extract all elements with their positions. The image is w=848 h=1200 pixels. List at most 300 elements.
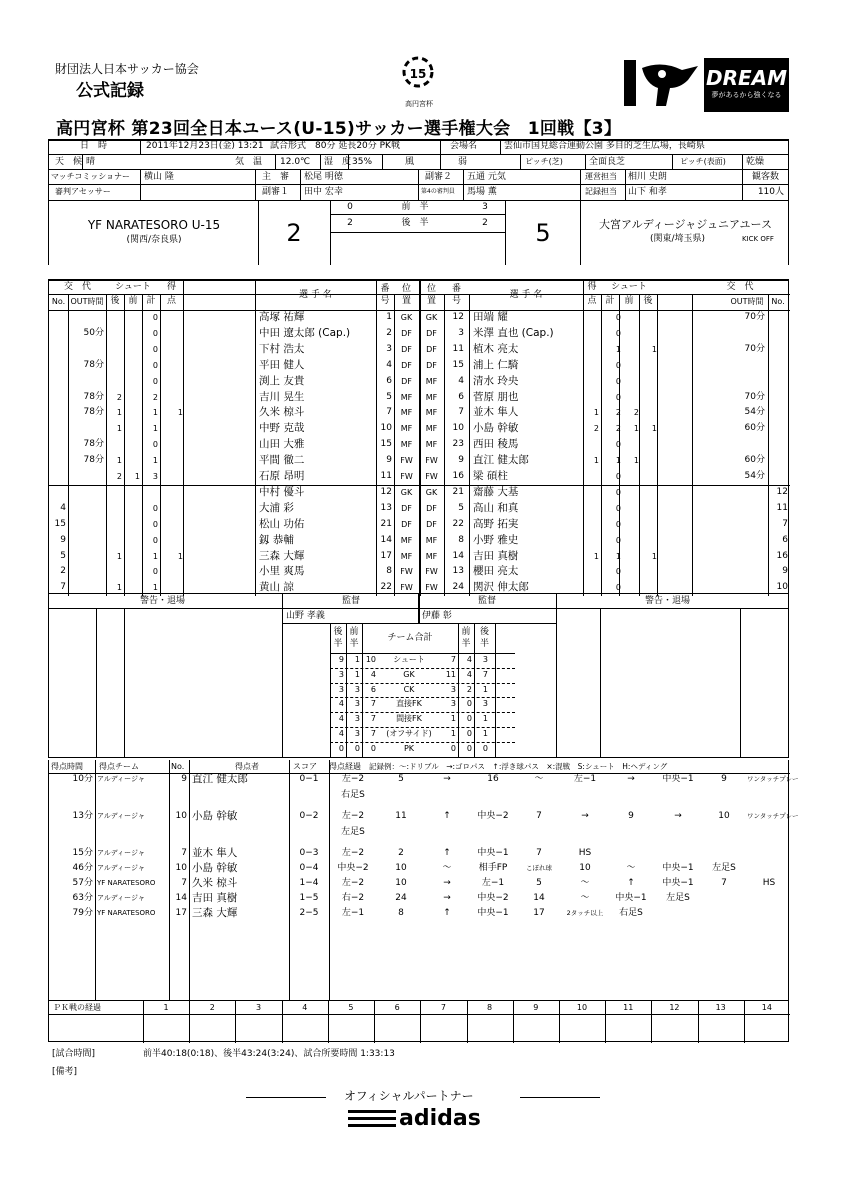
home-num-header: 番 <box>380 284 390 294</box>
home-shots-total: 0 <box>152 360 158 370</box>
totals-home-total: 7 <box>370 699 376 709</box>
away-sub-time: 70分 <box>744 343 765 354</box>
away-player-pos: GK <box>425 487 438 497</box>
temp-label: 気 温 <box>235 157 263 167</box>
away-shots-total: 0 <box>615 567 621 577</box>
home-shots-total: 0 <box>152 328 158 338</box>
totals-home-total: 4 <box>370 669 376 679</box>
away-sub-time: 54分 <box>744 407 765 418</box>
totals-away-total: 0 <box>450 743 456 753</box>
totals-away-1h: 0 <box>466 729 472 738</box>
goal-sequence-item: 相手FP <box>478 863 508 873</box>
recorder-label: 記録担当 <box>585 187 617 196</box>
goal-sequence-item: ↑ <box>443 908 451 918</box>
goal-time: 63分 <box>72 893 93 903</box>
home-player-num: 2 <box>386 327 392 338</box>
away-player-name: 梁 碩柱 <box>473 470 508 482</box>
home-player-name: 小里 爽馬 <box>259 565 305 578</box>
home-player-name: 吉川 晃生 <box>259 390 305 403</box>
totals-1h-header: 前 <box>349 627 359 637</box>
goal-sequence-item: 左足S <box>341 827 365 837</box>
totals-away-2h: 3 <box>482 655 488 664</box>
goal-sequence-item: ～ <box>534 774 544 784</box>
goal-scorer: 直江 健太郎 <box>192 773 248 785</box>
totals-away-1h: 4 <box>466 669 472 679</box>
ar1-value: 田中 宏幸 <box>304 187 343 197</box>
goal-player-no: 7 <box>181 878 187 888</box>
totals-home-2h: 3 <box>338 669 344 679</box>
totals-row-label: PK <box>403 743 415 753</box>
goal-score: 0−4 <box>299 863 319 873</box>
away-player-name: 菅原 朋也 <box>473 390 519 403</box>
home-shots-header: シュート <box>115 282 151 292</box>
home-player-row <box>49 485 419 501</box>
org-name: 財団法人日本サッカー協会 <box>55 62 199 76</box>
goal-sequence-item: 中央−1 <box>662 863 694 873</box>
home-player-row <box>49 421 419 437</box>
home-player-num: 8 <box>386 566 392 577</box>
totals-2h-header: 後 <box>333 627 343 637</box>
totals-away-total: 11 <box>445 669 456 679</box>
home-player-num: 7 <box>386 407 392 418</box>
home-player-row <box>49 469 419 485</box>
ops-label: 運営担当 <box>585 172 617 181</box>
away-shots-total: 1 <box>615 344 621 354</box>
home-shots-2h: 1 <box>116 408 122 418</box>
home-shots-total: 1 <box>152 408 158 418</box>
home-player-row <box>49 533 419 549</box>
away-shots-1h: 1 <box>633 456 639 466</box>
goal-team: アルディージャ <box>97 864 145 872</box>
goal-sequence-item: 10 <box>718 811 730 821</box>
home-player-row <box>49 310 419 326</box>
totals-away-total: 3 <box>450 684 456 694</box>
home-sub-time: 78分 <box>83 455 104 466</box>
home-player-pos: DF <box>401 376 412 386</box>
home-player-pos: MF <box>400 392 413 402</box>
home-player-pos: FW <box>400 472 413 481</box>
home-player-row <box>49 517 419 533</box>
away-player-pos: MF <box>425 392 438 402</box>
wind-value: 弱 <box>458 157 468 167</box>
date-label: 日 時 <box>80 141 108 151</box>
away-pos-header-2: 置 <box>426 296 436 306</box>
away-goals: 1 <box>593 408 599 418</box>
home-shots-total: 0 <box>152 519 158 529</box>
home-player-name: 山田 大雅 <box>259 438 305 451</box>
goal-scorer: 吉田 真樹 <box>192 892 238 904</box>
goal-sequence-item: 左−2 <box>341 774 365 784</box>
cards-label-home: 警告・退場 <box>140 596 186 606</box>
away-shots-total: 0 <box>615 519 621 529</box>
goal-sequence-item: 5 <box>536 878 542 888</box>
home-shots-total: 0 <box>152 440 158 450</box>
home-shots-2h: 1 <box>116 456 122 466</box>
away-shots-total: 1 <box>615 551 621 561</box>
goal-player-no: 10 <box>175 811 187 821</box>
away-sub-no: 12 <box>776 486 788 497</box>
fourth-label: 第4の審判員 <box>421 188 455 195</box>
home-player-num: 15 <box>380 439 392 450</box>
referee-label: 主 審 <box>262 172 290 182</box>
away-sub-no: 6 <box>782 534 788 545</box>
fourth-value: 馬場 薫 <box>467 187 497 197</box>
goal-sequence-item: HS <box>762 878 776 888</box>
goal-time-header: 得点時間 <box>51 762 83 771</box>
away-player-name: 櫻田 亮太 <box>473 565 519 578</box>
away-pos-header: 位 <box>426 284 436 294</box>
home-shots-1h-header: 前 <box>128 296 138 306</box>
home-shots-total: 0 <box>152 567 158 577</box>
home-sub-no: 2 <box>60 566 66 577</box>
totals-home-2h: 3 <box>338 684 344 694</box>
totals-home-total: 7 <box>370 714 376 724</box>
home-sub-time: 78分 <box>83 391 104 402</box>
totals-home-1h: 0 <box>354 743 360 753</box>
away-sub-time: 70分 <box>744 391 765 402</box>
away-player-name: 高山 和真 <box>473 501 519 514</box>
away-player-pos: DF <box>426 360 437 370</box>
totals-home-total: 0 <box>370 743 376 753</box>
home-player-row <box>49 564 419 580</box>
home-player-pos: FW <box>400 456 413 466</box>
home-player-name: 渕上 友貴 <box>259 374 305 387</box>
goal-time: 46分 <box>72 863 93 873</box>
goal-sequence-item: 中央−2 <box>477 893 509 903</box>
goal-team: YF NARATESORO <box>97 909 156 917</box>
away-shots-1h: 1 <box>633 424 639 434</box>
home-team-region: (関西/奈良県) <box>126 235 182 245</box>
away-player-name: 小野 雅史 <box>473 533 519 546</box>
away-goals: 1 <box>593 551 599 561</box>
humidity-value: 35% <box>352 157 373 167</box>
pitch-surface-label: ピッチ(表面) <box>680 157 726 166</box>
away-player-num: 3 <box>458 327 464 338</box>
totals-away-1h: 0 <box>466 714 472 724</box>
away-player-name: 清水 玲央 <box>473 374 519 387</box>
home-player-name: 平間 徹二 <box>259 454 305 467</box>
home-sub-time: 78分 <box>83 439 104 450</box>
home-player-num: 12 <box>380 486 392 497</box>
wind-label: 風 <box>405 157 415 167</box>
home-shots-1h: 1 <box>134 472 140 481</box>
home-shots-total: 1 <box>152 551 158 561</box>
away-player-pos: DF <box>426 328 437 338</box>
goal-time: 15分 <box>72 848 93 858</box>
away-player-name: 直江 健太郎 <box>473 454 529 467</box>
svg-text:15: 15 <box>409 67 427 81</box>
home-player-name: 釼 恭輔 <box>259 533 294 546</box>
goal-sequence-item: 左−2 <box>341 848 365 858</box>
goal-no-header: No. <box>171 762 185 771</box>
totals-away-total: 7 <box>450 655 456 664</box>
home-shots-total: 0 <box>152 503 158 513</box>
home-player-name: 中田 遼太郎 (Cap.) <box>259 326 351 339</box>
home-player-pos: FW <box>400 567 413 577</box>
totals-away-2h: 1 <box>482 729 488 738</box>
goal-process-header: 得点経過 <box>329 762 361 771</box>
totals-away-2h-header: 後 <box>479 627 489 637</box>
away-shots-total: 0 <box>615 313 621 322</box>
goal-sequence-item: → <box>443 893 451 903</box>
home-coach-label: 監督 <box>342 596 361 606</box>
away-player-pos: DF <box>426 344 437 354</box>
away-out-time-header: OUT時間 <box>730 297 764 306</box>
commissioner-value: 横山 隆 <box>144 172 174 182</box>
home-player-name: 松山 功佑 <box>259 517 305 530</box>
half1-label: 前 半 <box>401 202 429 212</box>
goal-sequence-item: → <box>443 774 451 784</box>
away-team-region: (関東/埼玉県) <box>650 234 706 244</box>
home-no-header: No. <box>51 297 66 306</box>
totals-away-2h: 3 <box>482 699 488 709</box>
goal-score: 1−4 <box>299 878 319 888</box>
pk-column: 14 <box>761 1003 772 1012</box>
weather-label: 天 候 <box>55 157 83 167</box>
away-shots-total-header: 計 <box>605 296 615 306</box>
away-sub-no: 10 <box>776 582 788 593</box>
home-out-time-header: OUT時間 <box>70 297 104 306</box>
home-shots-2h-header: 後 <box>110 296 120 306</box>
away-shots-total: 0 <box>615 376 621 386</box>
home-player-row <box>49 501 419 517</box>
away-player-name: 小島 幹敏 <box>473 422 519 435</box>
away-player-num: 15 <box>452 359 464 370</box>
venue-value: 雲仙市国見総合運動公園 多目的芝生広場，長崎県 <box>504 141 705 151</box>
pk-column: 3 <box>255 1003 262 1012</box>
goal-sequence-item: 10 <box>395 863 407 873</box>
totals-home-total: 6 <box>370 684 376 694</box>
home-player-pos: MF <box>400 440 413 450</box>
away-player-num: 14 <box>452 550 464 561</box>
goal-sequence-item: 左−1 <box>573 774 597 784</box>
pk-column: 1 <box>163 1003 169 1012</box>
away-goals-header-2: 点 <box>587 296 597 306</box>
goal-sequence-item: ワンタッチプレー <box>747 775 799 783</box>
away-sub-time: 60分 <box>744 423 765 434</box>
format-value: 80分 延長20分 PK戦 <box>315 141 400 151</box>
goal-sequence-item: 5 <box>398 774 404 784</box>
attendance-label: 観客数 <box>752 172 780 182</box>
totals-away-total: 1 <box>450 714 456 724</box>
goal-sequence-item: ↑ <box>627 878 635 888</box>
away-shots-1h-header: 前 <box>624 296 634 306</box>
goal-sequence-item: 11 <box>395 811 407 821</box>
away-player-pos: FW <box>425 472 438 481</box>
home-player-pos: MF <box>400 551 413 561</box>
goal-table <box>48 760 799 1000</box>
goal-sequence-item: ↑ <box>443 848 451 858</box>
away-shots-2h-header: 後 <box>643 296 653 306</box>
goal-sequence-item: → <box>674 811 682 821</box>
adidas-logo-icon <box>348 1108 396 1132</box>
goal-scorer: 三森 大輝 <box>192 907 238 919</box>
weather-value: 晴 <box>86 157 96 167</box>
goal-sequence-item: 7 <box>536 811 542 821</box>
venue-label: 会場名 <box>450 141 478 151</box>
goal-time: 79分 <box>72 908 93 918</box>
away-player-pos: MF <box>425 376 438 386</box>
home-shots-total: 3 <box>152 472 158 481</box>
away-shots-2h: 1 <box>651 344 657 354</box>
goal-team: アルディージャ <box>97 849 145 857</box>
away-player-pos: DF <box>426 519 437 529</box>
home-total-score: 2 <box>286 219 302 247</box>
pk-column: 5 <box>348 1003 354 1012</box>
recorder-value: 山下 和孝 <box>628 187 667 197</box>
totals-row-label: CK <box>403 684 415 694</box>
away-player-num: 12 <box>452 312 464 322</box>
ops-value: 相川 史朗 <box>628 172 667 182</box>
dream-logo: DREAM 夢があるから強くなる <box>704 58 789 112</box>
away-player-num: 23 <box>452 439 464 450</box>
goal-sequence-item: 14 <box>533 893 545 903</box>
away-player-num: 4 <box>458 375 464 386</box>
doc-type: 公式記録 <box>76 81 144 101</box>
away-player-name: 浦上 仁騎 <box>473 358 519 371</box>
cards-label-away: 警告・退場 <box>645 596 691 606</box>
goal-time: 13分 <box>72 811 93 821</box>
totals-home-2h: 4 <box>338 729 344 738</box>
h1-home: 0 <box>347 202 353 212</box>
totals-row-label: 間接FK <box>396 714 422 724</box>
away-goals-header: 得 <box>587 282 597 292</box>
goal-sequence-item: 8 <box>398 908 404 918</box>
goal-score-header: スコア <box>293 762 317 771</box>
totals-home-2h: 0 <box>338 743 344 753</box>
goal-sequence-item: ～ <box>626 863 636 873</box>
away-num-header-2: 号 <box>451 296 461 306</box>
goal-sequence-item: 9 <box>721 774 727 784</box>
goal-sequence-item: 2 <box>398 848 404 858</box>
h1-away: 3 <box>482 202 488 212</box>
home-player-num: 4 <box>386 359 392 370</box>
away-player-num: 24 <box>452 582 464 593</box>
goal-score: 0−1 <box>299 774 319 784</box>
home-sub-no: 9 <box>60 534 66 545</box>
away-player-name: 吉田 真樹 <box>473 549 519 562</box>
away-shots-total: 0 <box>615 503 621 513</box>
goal-sequence-item: こぼれ球 <box>526 864 552 872</box>
away-shots-total: 0 <box>615 392 621 402</box>
pitch-surface-value: 乾燥 <box>746 157 765 167</box>
away-goals: 2 <box>593 424 599 434</box>
away-player-pos: FW <box>425 456 438 466</box>
home-player-num: 21 <box>380 518 392 529</box>
jfa-logo <box>622 58 702 112</box>
goal-time: 10分 <box>72 774 93 784</box>
goal-sequence-item: 17 <box>533 908 545 918</box>
home-shots-total: 1 <box>152 424 158 434</box>
away-coach: 伊藤 彰 <box>422 611 452 621</box>
pitch-value: 全面良芝 <box>589 157 626 167</box>
away-player-name: 関沢 伸太郎 <box>473 581 529 594</box>
away-sub-time: 60分 <box>744 455 765 466</box>
away-num-header: 番 <box>451 284 461 294</box>
goal-sequence-item: 中央−2 <box>477 811 509 821</box>
away-player-num: 13 <box>452 566 464 577</box>
pk-column: 13 <box>715 1003 726 1012</box>
goal-sequence-item: 2タッチ以上 <box>566 909 604 917</box>
home-player-name: 石原 昂明 <box>259 470 305 482</box>
goal-player-no: 7 <box>181 848 187 858</box>
ar2-value: 五通 元気 <box>467 172 506 182</box>
home-player-pos: MF <box>400 408 413 418</box>
goal-sequence-item: 9 <box>628 811 634 821</box>
home-player-name: 黄山 諒 <box>259 581 294 594</box>
attendance-value: 110人 <box>757 187 784 197</box>
partner-label: オフィシャルパートナー <box>344 1089 474 1103</box>
goal-scorer: 並木 隼人 <box>192 847 238 859</box>
tournament-emblem <box>396 54 440 104</box>
kickoff-marker: KICK OFF <box>742 235 774 243</box>
away-shots-2h: 1 <box>651 551 657 561</box>
home-shots-total: 0 <box>152 313 158 322</box>
totals-away-2h: 1 <box>482 714 488 724</box>
away-no-header: No. <box>771 297 785 306</box>
totals-row-label: GK <box>403 669 415 679</box>
format-label: 試合形式 <box>270 141 307 151</box>
half2-label: 後 半 <box>401 218 429 228</box>
totals-home-1h: 3 <box>354 684 360 694</box>
home-goals-header-2: 点 <box>166 296 176 306</box>
home-player-name: 高塚 祐輝 <box>259 311 305 323</box>
totals-home-2h: 4 <box>338 714 344 724</box>
goal-scorer: 小島 幹敏 <box>192 862 238 874</box>
totals-home-2h: 9 <box>338 655 344 664</box>
goal-sequence-item: ↑ <box>443 811 451 821</box>
goal-sequence-item: 24 <box>395 893 407 903</box>
away-shots-total: 0 <box>615 440 621 450</box>
away-player-num: 7 <box>458 407 464 418</box>
goal-sequence-item: 7 <box>536 848 542 858</box>
away-sub-no: 7 <box>782 518 788 529</box>
goal-player-no: 14 <box>175 893 187 903</box>
pitch-label: ピッチ(芝) <box>525 157 563 166</box>
goal-team: アルディージャ <box>97 775 145 783</box>
home-player-num: 17 <box>380 550 392 561</box>
goal-player-no: 9 <box>181 774 187 784</box>
pk-column: 9 <box>533 1003 539 1012</box>
pk-column: 10 <box>576 1003 588 1012</box>
home-shots-2h: 1 <box>116 551 122 561</box>
away-player-header: 選 手 名 <box>509 290 543 300</box>
totals-away-1h: 0 <box>466 699 472 709</box>
goal-scorer: 小島 幹敏 <box>192 810 238 822</box>
totals-away-1h-header: 前 <box>461 627 471 637</box>
home-player-name: 下村 浩太 <box>259 342 305 355</box>
away-shots-total: 0 <box>615 535 621 545</box>
goal-sequence-item: 中央−1 <box>477 848 509 858</box>
home-shots-2h: 1 <box>116 583 122 593</box>
home-player-row <box>49 549 419 565</box>
ar1-label: 副審１ <box>262 187 290 197</box>
home-shots-2h: 2 <box>116 392 122 402</box>
home-sub-header: 交 代 <box>63 282 91 292</box>
home-player-row <box>49 405 419 421</box>
goal-score: 1−5 <box>299 893 319 903</box>
home-shots-2h: 1 <box>116 424 122 434</box>
home-sub-no: 15 <box>54 518 66 529</box>
pk-column: 6 <box>394 1003 400 1012</box>
goal-sequence-item: 左−1 <box>481 878 505 888</box>
home-player-num: 14 <box>380 534 392 545</box>
goal-sequence-item: → <box>627 774 635 784</box>
away-shots-total: 2 <box>615 424 621 434</box>
totals-away-1h: 0 <box>466 743 472 753</box>
date-value: 2011年12月23日(金) 13:21 <box>146 141 264 151</box>
home-player-pos: DF <box>401 344 412 354</box>
